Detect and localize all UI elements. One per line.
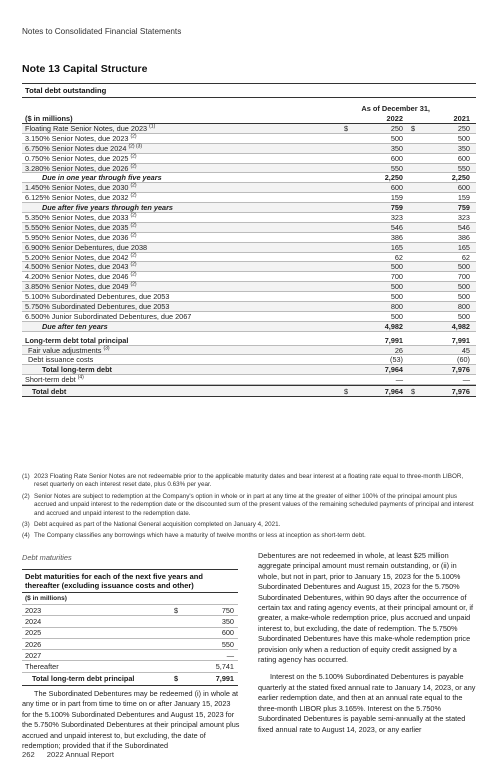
value-2021: 350	[457, 143, 470, 153]
value-2022: 550	[390, 163, 403, 173]
table-row	[22, 365, 476, 375]
footnote-ref: (2)	[130, 192, 137, 199]
currency-sign: $	[344, 123, 349, 133]
note-title: Note 13 Capital Structure	[22, 63, 148, 75]
table-row	[22, 233, 476, 243]
value-2021: 323	[457, 212, 470, 222]
subordinated-debentures-paragraph: The Subordinated Debentures may be redeemed (i) in whole at any time or in part from time to time on or after January 15, 2023 for the 5.100% Subordinated Debentures and August 15, 2023 for the 5.750% Subordinated Debentures at their principal amount plus accrued and unpaid interest to, but excluding, the date of redemption; provided that if the Subordinated	[22, 689, 240, 751]
table-row	[22, 144, 476, 154]
row-label: 5.350% Senior Notes, due 2033 $^{(2)}$	[25, 212, 137, 222]
value-2021: 386	[457, 232, 470, 242]
value-2022: 759	[390, 203, 403, 213]
value-2021: —	[462, 375, 470, 385]
footnote-ref: (2)	[130, 153, 137, 160]
year-2022-header: 2022	[386, 114, 403, 123]
table-row	[22, 193, 476, 203]
maturity-year: 2025	[25, 628, 42, 638]
table-row	[22, 203, 476, 213]
footnote-ref: (3)	[103, 345, 110, 352]
footnote-text: The Company classifies any borrowings which have a maturity of twelve months or less at inception as short-term debt.	[34, 532, 366, 540]
debt-table-title: Total debt outstanding	[22, 83, 476, 98]
value-2022: —	[395, 375, 403, 385]
footnote-ref: (2)	[130, 182, 137, 189]
row-label: Total long-term debt	[42, 365, 112, 375]
maturity-year: 2023	[25, 605, 42, 615]
footnote	[22, 521, 476, 529]
row-label: 4.500% Senior Notes, due 2043 $^{(2)}$	[25, 262, 137, 272]
maturities-total-row	[22, 673, 238, 686]
table-row	[22, 272, 476, 282]
value-2022: 250	[390, 123, 403, 133]
units-label: ($ in millions)	[25, 114, 73, 123]
row-label: 5.950% Senior Notes, due 2036 $^{(2)}$	[25, 232, 137, 242]
footnotes	[22, 473, 476, 544]
currency-sign: $	[411, 386, 416, 396]
table-row	[22, 124, 476, 134]
interest-paragraph: Interest on the 5.100% Subordinated Debentures is payable quarterly at the stated fixed annual rate to January 14, 2023, or any earlier redemption date, and then at an annual rate equal to the three-month LIBOR plus 3.165%. Interest on the 5.750% Subordinated Debentures is payable semi-annually at the stated fixed annual rate to August 14, 2023, or any earlier	[258, 672, 476, 734]
maturity-value: 5,741	[215, 662, 234, 672]
footnote-ref: (2)	[130, 133, 137, 140]
list-item	[22, 605, 238, 616]
footnote-text: Senior Notes are subject to redemption at the Company's option in whole or in part at any time at the greater of either 100% of the principal amount plus accrued and unpaid interest to the redemption date or the discounted sum of the present values of the remaining scheduled payments of principal and interest and accrued and unpaid interest to the redemption date.	[34, 492, 474, 517]
value-2021: 250	[457, 123, 470, 133]
footnote-mark: (2)	[22, 492, 30, 500]
row-label: Due after ten years	[42, 321, 108, 331]
value-2022: 700	[390, 272, 403, 282]
value-2021: 62	[461, 252, 470, 262]
value-2022: 800	[390, 301, 403, 311]
footnote-text: Debt acquired as part of the National General acquisition completed on January 4, 2021.	[34, 521, 281, 529]
maturity-value: 550	[221, 639, 234, 649]
maturities-table	[22, 569, 238, 686]
row-label: 3.150% Senior Notes, due 2023 $^{(2)}$	[25, 133, 137, 143]
footnote-ref: (2)	[130, 212, 137, 219]
table-row	[22, 336, 476, 346]
maturity-value: 350	[221, 616, 234, 626]
value-2021: 4,982	[451, 321, 470, 331]
table-row	[22, 253, 476, 263]
row-label: Debt issuance costs	[28, 355, 94, 365]
row-label: Due after five years through ten years	[42, 203, 173, 213]
table-row	[22, 312, 476, 322]
table-row	[22, 173, 476, 183]
value-2022: 600	[390, 183, 403, 193]
value-2021: 546	[457, 222, 470, 232]
page-number: 262	[22, 750, 35, 759]
row-label: 5.750% Subordinated Debentures, due 2053	[25, 301, 170, 311]
as-of-header: As of December 31,	[361, 104, 430, 113]
table-row	[22, 346, 476, 356]
footnote-ref: (2)	[130, 163, 137, 170]
footnote-ref: (4)	[77, 374, 84, 381]
table-row	[22, 385, 476, 397]
value-2021: 159	[457, 193, 470, 203]
table-row	[22, 183, 476, 193]
value-2021: 7,976	[451, 386, 470, 396]
debt-table-header	[22, 113, 476, 124]
value-2021: 7,991	[451, 335, 470, 345]
row-label: Short-term debt $^{(4)}$	[25, 374, 84, 385]
row-label: 6.125% Senior Notes, due 2032 $^{(2)}$	[25, 192, 137, 203]
table-row	[22, 355, 476, 365]
table-row	[22, 243, 476, 253]
value-2022: 7,964	[384, 386, 403, 396]
footnote-mark: (1)	[22, 473, 30, 480]
value-2022: 7,991	[384, 335, 403, 345]
page-footer	[22, 750, 124, 759]
footnote-mark: (4)	[22, 532, 30, 540]
row-label: 0.750% Senior Notes, due 2025 $^{(2)}$	[25, 153, 137, 163]
value-2022: (53)	[390, 355, 403, 365]
value-2022: 386	[390, 232, 403, 242]
row-label: 6.900% Senior Debentures, due 2038	[25, 242, 148, 252]
value-2022: 62	[394, 252, 403, 262]
maturity-year: 2024	[25, 616, 42, 626]
year-2021-header: 2021	[453, 114, 470, 123]
maturity-year: Thereafter	[25, 662, 59, 672]
row-label: Long-term debt total principal	[25, 335, 129, 345]
footnote-ref: (2) (3)	[128, 143, 143, 150]
footnote-text: 2023 Floating Rate Senior Notes are not redeemable prior to the applicable maturity dates and bear interest at a floating rate equal to three-month LIBOR, reset quarterly on each interest reset date, plus 0.63% per year.	[34, 473, 464, 489]
value-2021: 500	[457, 292, 470, 302]
value-2021: 700	[457, 272, 470, 282]
value-2022: 4,982	[384, 321, 403, 331]
value-2022: 350	[390, 143, 403, 153]
row-label: 6.500% Junior Subordinated Debentures, due 2067	[25, 311, 192, 321]
row-label: Total debt	[32, 386, 67, 396]
footnote	[22, 532, 476, 540]
table-row	[22, 375, 476, 385]
footnote-ref: (2)	[130, 262, 137, 268]
maturity-value: 750	[221, 605, 234, 615]
value-2022: 323	[390, 212, 403, 222]
footnote	[22, 493, 476, 518]
table-row	[22, 154, 476, 164]
running-header: Notes to Consolidated Financial Statements	[22, 27, 182, 36]
maturities-total-label: Total long-term debt principal	[32, 674, 135, 684]
right-column	[258, 551, 476, 742]
table-row	[22, 292, 476, 302]
row-label: 4.200% Senior Notes, due 2046 $^{(2)}$	[25, 271, 137, 282]
value-2022: 546	[390, 222, 403, 232]
value-2022: 26	[394, 345, 403, 355]
currency-sign: $	[174, 605, 179, 615]
debt-outstanding-table	[22, 83, 476, 397]
table-row	[22, 134, 476, 144]
report-name: 2022 Annual Report	[46, 750, 114, 759]
maturity-value: —	[226, 650, 234, 660]
value-2021: (60)	[457, 355, 470, 365]
value-2021: 600	[457, 153, 470, 163]
table-row	[22, 322, 476, 332]
value-2021: 500	[457, 133, 470, 143]
list-item	[22, 639, 238, 650]
row-label: Due in one year through five years	[42, 173, 162, 183]
list-item	[22, 661, 238, 672]
table-row	[22, 282, 476, 292]
row-label: 6.750% Senior Notes due 2024 $^{(2) (3)}$	[25, 143, 143, 153]
value-2022: 165	[390, 242, 403, 252]
value-2021: 7,976	[451, 365, 470, 375]
footnote-ref: (2)	[130, 252, 137, 259]
table-row	[22, 164, 476, 174]
row-label: Fair value adjustments $^{(3)}$	[28, 345, 110, 355]
row-label: 5.100% Subordinated Debentures, due 2053	[25, 292, 170, 302]
row-label: 3.850% Senior Notes, due 2049 $^{(2)}$	[25, 281, 137, 292]
maturities-total-sign: $	[174, 674, 179, 684]
footnote-ref: (2)	[130, 271, 137, 278]
table-row	[22, 213, 476, 223]
value-2021: 759	[457, 203, 470, 213]
value-2022: 600	[390, 153, 403, 163]
list-item	[22, 616, 238, 627]
value-2022: 2,250	[384, 173, 403, 183]
currency-sign: $	[344, 386, 349, 396]
maturities-total-value: 7,991	[215, 674, 234, 684]
value-2021: 2,250	[451, 173, 470, 183]
value-2022: 500	[390, 292, 403, 302]
redemption-paragraph: Debentures are not redeemed in whole, at least $25 million aggregate principal amount must remain outstanding, or (ii) in whole, but not in part, prior to January 15, 2023 for the 5.100% Subordinated Debentures and August 15, 2023 for the 5.750% Subordinated Debentures, within 90 days after the occurrence of certain tax and rating agency events, at their principal amount or, if greater, a make-whole redemption price, plus accrued and unpaid interest to, but excluding, the date of redemption. The 5.750% Subordinated Debentures have this make-whole redemption price provision only when a reduction of equity credit assigned by a rating agency has occurred.	[258, 551, 473, 665]
maturity-year: 2026	[25, 639, 42, 649]
row-label: 3.280% Senior Notes, due 2026 $^{(2)}$	[25, 163, 137, 173]
row-label: 5.550% Senior Notes, due 2035 $^{(2)}$	[25, 222, 137, 232]
maturity-value: 600	[221, 628, 234, 638]
maturities-section-label: Debt maturities	[22, 553, 72, 562]
value-2022: 500	[390, 133, 403, 143]
value-2021: 550	[457, 163, 470, 173]
value-2022: 500	[390, 311, 403, 321]
footnote-ref: (2)	[130, 222, 137, 229]
maturities-units: ($ in millions)	[22, 593, 238, 605]
table-row	[22, 262, 476, 272]
maturities-title: Debt maturities for each of the next five years and thereafter (excluding issuance costs and other)	[22, 569, 238, 593]
table-row	[22, 223, 476, 233]
footnote-mark: (3)	[22, 521, 30, 529]
row-label: 5.200% Senior Notes, due 2042 $^{(2)}$	[25, 252, 137, 262]
value-2021: 500	[457, 282, 470, 292]
table-row	[22, 302, 476, 312]
value-2022: 500	[390, 262, 403, 272]
list-item	[22, 628, 238, 639]
footnote-ref: (2)	[130, 281, 137, 288]
value-2022: 159	[390, 193, 403, 203]
row-label: 1.450% Senior Notes, due 2030 $^{(2)}$	[25, 182, 137, 193]
footnote-ref: (1)	[149, 123, 156, 130]
currency-sign: $	[411, 123, 416, 133]
value-2022: 7,964	[384, 365, 403, 375]
footnote	[22, 473, 476, 490]
value-2021: 45	[461, 345, 470, 355]
value-2021: 600	[457, 183, 470, 193]
value-2021: 165	[457, 242, 470, 252]
value-2021: 500	[457, 311, 470, 321]
row-label: Floating Rate Senior Notes, due 2023 $^{(1)}$	[25, 123, 156, 133]
list-item	[22, 650, 238, 661]
maturity-year: 2027	[25, 650, 42, 660]
maturities-rows	[22, 605, 238, 673]
debt-rows	[22, 124, 476, 397]
footnote-ref: (2)	[130, 232, 137, 239]
value-2021: 500	[457, 262, 470, 272]
value-2021: 800	[457, 301, 470, 311]
value-2022: 500	[390, 282, 403, 292]
